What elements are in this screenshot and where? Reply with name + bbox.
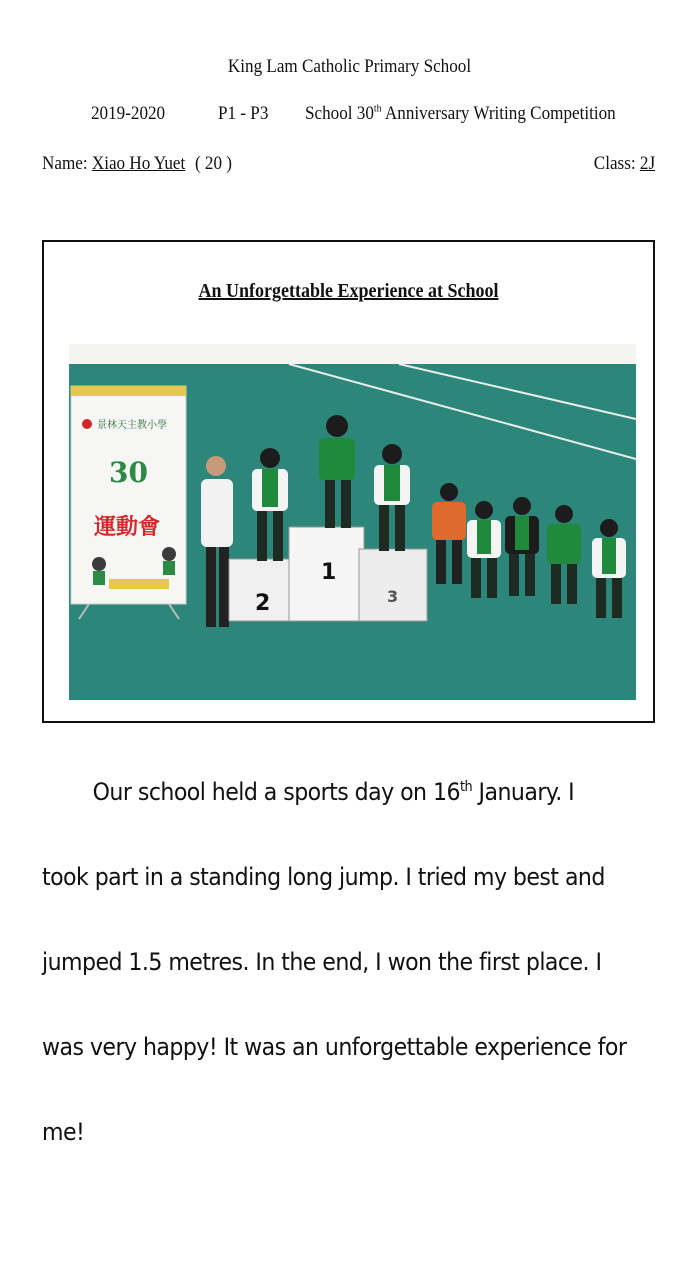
essay-body: [42, 750, 627, 1175]
essay-line-1-sup: th: [459, 779, 473, 795]
sports-day-photo: [69, 344, 636, 700]
essay-line-1-after: January. I: [472, 778, 575, 806]
competition-title: [305, 103, 616, 125]
essay-title: An Unforgettable Experience at School: [198, 280, 499, 302]
podium-number-3: 3: [387, 587, 399, 606]
school-year: 2019-2020: [91, 103, 166, 124]
essay-line-5: me!: [42, 1118, 85, 1146]
competition-prefix: School 30: [305, 103, 374, 124]
essay-line-1: [42, 750, 612, 835]
class-label: Class:: [593, 153, 636, 174]
banner-school-text: 景林天主教小學: [97, 420, 167, 431]
class-number: ( 20 ): [194, 153, 232, 174]
podium-number-2: 2: [255, 591, 271, 616]
banner-event-text: 運動會: [94, 515, 161, 540]
competition-sup: th: [373, 102, 382, 115]
banner-anniversary-text: 30: [109, 456, 148, 489]
student-name-line: [42, 153, 232, 175]
essay-line-2: took part in a standing long jump. I tried my best and: [42, 863, 605, 891]
competition-suffix: Anniversary Writing Competition: [381, 103, 616, 124]
essay-line-1-before: Our school held a sports day on 16: [92, 778, 460, 806]
essay-line-3: jumped 1.5 metres. In the end, I won the first place. I: [42, 948, 602, 976]
sports-day-banner: [71, 386, 186, 619]
class-value: 2J: [639, 153, 655, 174]
student-name: Xiao Ho Yuet: [91, 153, 186, 174]
competition-info: [0, 103, 699, 131]
photo-frame: [42, 240, 655, 723]
grade-range: P1 - P3: [218, 103, 269, 124]
essay-line-4: was very happy! It was an unforgettable experience for: [42, 1033, 627, 1061]
class-line: [594, 153, 655, 175]
name-label: Name:: [42, 153, 88, 174]
podium-number-1: 1: [321, 560, 337, 585]
school-name: King Lam Catholic Primary School: [227, 56, 472, 77]
